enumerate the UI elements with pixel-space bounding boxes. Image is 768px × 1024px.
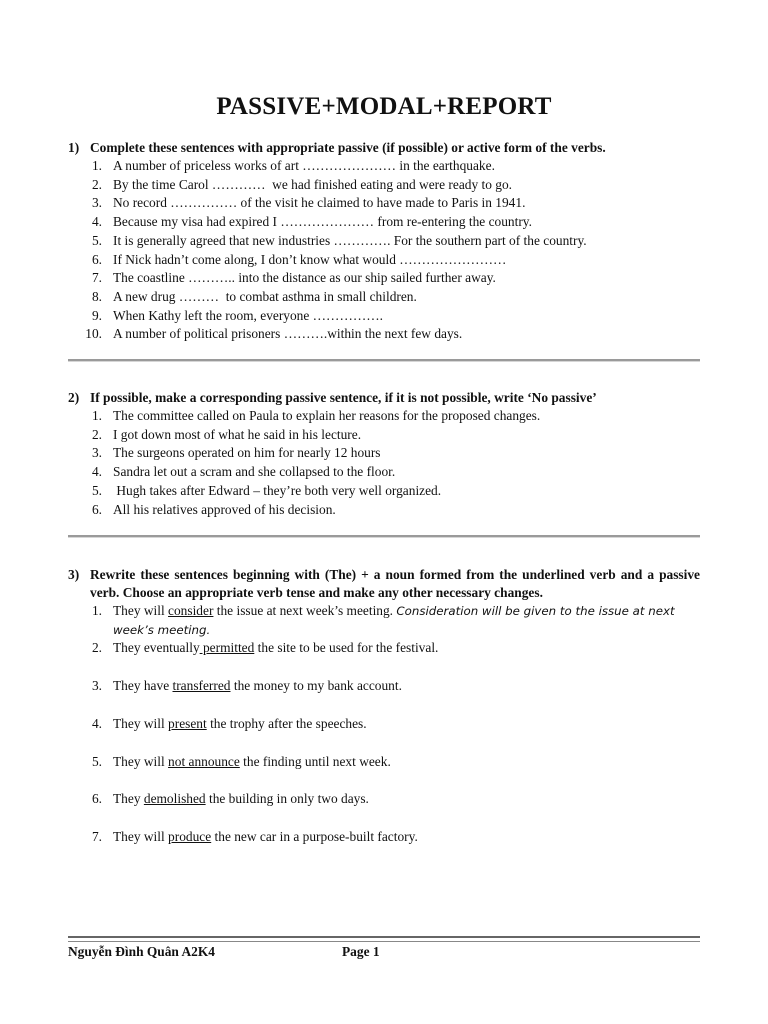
list-item xyxy=(68,157,700,176)
sentence-end: the building in only two days. xyxy=(205,791,369,807)
underlined-verb: present xyxy=(168,715,207,731)
section-2-heading xyxy=(68,389,700,407)
page-title: PASSIVE+MODAL+REPORT xyxy=(216,93,552,120)
item-number: 3. xyxy=(91,195,102,211)
list-item xyxy=(68,753,700,772)
sentence-end: the issue at next week’s meeting. xyxy=(213,603,397,618)
exercise-list xyxy=(68,407,700,519)
section-instruction: Complete these sentences with appropriate passive (if possible) or active form of the verbs. xyxy=(90,140,606,155)
section-divider xyxy=(68,535,700,538)
item-sentence: The committee called on Paula to explain her reasons for the proposed changes. xyxy=(113,408,541,423)
list-item xyxy=(68,213,700,232)
item-number: 9. xyxy=(91,307,102,323)
section-1 xyxy=(68,139,700,344)
list-item xyxy=(68,828,700,847)
underlined-verb: not announce xyxy=(168,753,240,769)
underlined-verb: produce xyxy=(168,828,212,844)
underlined-verb: permitted xyxy=(199,640,255,656)
footer-author: Nguyễn Đình Quân A2K4 xyxy=(68,944,215,959)
item-number: 3. xyxy=(91,445,102,461)
item-sentence xyxy=(113,828,700,847)
item-number: 5. xyxy=(91,232,102,248)
list-item xyxy=(68,194,700,213)
section-divider xyxy=(68,359,700,362)
example-answer: Consideration will be given to the issue at next week’s meeting. xyxy=(113,604,679,637)
sentence-start: They will xyxy=(113,715,169,731)
list-item xyxy=(68,444,700,463)
list-item xyxy=(68,426,700,445)
underlined-verb: transferred xyxy=(172,678,231,694)
item-sentence xyxy=(113,715,700,734)
item-sentence: All his relatives approved of his decision. xyxy=(113,501,336,517)
list-item xyxy=(68,176,700,195)
sentence-end: the trophy after the speeches. xyxy=(206,715,367,731)
item-number: 7. xyxy=(91,270,102,286)
item-sentence: No record …………… of the visit he claimed to have made to Paris in 1941. xyxy=(113,195,526,211)
list-item xyxy=(68,639,700,658)
list-item xyxy=(68,407,700,426)
list-item xyxy=(68,790,700,809)
list-item xyxy=(68,501,700,520)
underlined-verb: demolished xyxy=(143,791,206,807)
item-number: 4. xyxy=(91,715,102,731)
footer-rule xyxy=(68,941,700,942)
list-item xyxy=(68,602,700,639)
section-2 xyxy=(68,389,700,519)
list-item xyxy=(68,232,700,251)
item-number: 5. xyxy=(91,482,102,498)
item-number: 7. xyxy=(91,828,102,844)
item-sentence xyxy=(113,677,700,696)
item-number: 4. xyxy=(91,214,102,230)
item-number: 5. xyxy=(91,753,102,769)
item-sentence: Because my visa had expired I ………………… from re-entering the country. xyxy=(113,214,532,230)
item-sentence xyxy=(113,602,700,639)
item-number: 10. xyxy=(85,326,102,342)
section-3 xyxy=(68,566,700,847)
section-number: 3) xyxy=(68,567,80,582)
item-sentence: I got down most of what he said in his lecture. xyxy=(113,426,362,442)
section-number: 2) xyxy=(68,390,80,405)
section-1-heading xyxy=(68,139,700,157)
sentence-end: the site to be used for the festival. xyxy=(254,640,439,656)
item-sentence: Hugh takes after Edward – they’re both very well organized. xyxy=(113,482,442,498)
sentence-start: They eventually xyxy=(113,640,200,656)
item-sentence: A number of political prisoners ……….within the next few days. xyxy=(113,326,463,342)
item-number: 1. xyxy=(91,603,102,618)
item-number: 1. xyxy=(91,408,102,423)
item-sentence: By the time Carol ………… we had finished eating and were ready to go. xyxy=(113,176,513,192)
list-item xyxy=(68,677,700,696)
item-number: 3. xyxy=(91,678,102,694)
list-item xyxy=(68,325,700,344)
item-sentence xyxy=(113,790,700,809)
sentence-start: They have xyxy=(113,678,173,694)
list-item xyxy=(68,482,700,501)
sentence-end: the finding until next week. xyxy=(239,753,391,769)
item-number: 8. xyxy=(91,288,102,304)
item-number: 2. xyxy=(91,426,102,442)
item-number: 6. xyxy=(91,501,102,517)
sentence-end: the new car in a purpose-built factory. xyxy=(211,828,418,844)
item-number: 4. xyxy=(91,464,102,480)
footer-rule xyxy=(68,936,700,938)
section-number: 1) xyxy=(68,140,80,155)
sentence-start: They xyxy=(113,791,144,807)
item-sentence: When Kathy left the room, everyone ……………. xyxy=(113,307,383,323)
item-sentence: The coastline ……….. into the distance as our ship sailed further away. xyxy=(113,270,496,286)
list-item xyxy=(68,307,700,326)
item-sentence: A number of priceless works of art ………………… in the earthquake. xyxy=(113,158,495,173)
underlined-verb: consider xyxy=(168,603,214,618)
list-item xyxy=(68,251,700,270)
list-item xyxy=(68,463,700,482)
item-number: 6. xyxy=(91,791,102,807)
item-sentence xyxy=(113,639,700,658)
section-3-heading xyxy=(68,566,700,602)
list-item xyxy=(68,715,700,734)
section-instruction: If possible, make a corresponding passive sentence, if it is not possible, write ‘No passive’ xyxy=(90,390,597,405)
list-item xyxy=(68,288,700,307)
item-number: 6. xyxy=(91,251,102,267)
exercise-list xyxy=(68,602,700,847)
item-sentence: If Nick hadn’t come along, I don’t know what would …………………… xyxy=(113,251,507,267)
sentence-start: They will xyxy=(113,603,169,618)
item-sentence xyxy=(113,753,700,772)
item-number: 2. xyxy=(91,176,102,192)
list-item xyxy=(68,269,700,288)
item-sentence: The surgeons operated on him for nearly 12 hours xyxy=(113,445,381,461)
exercise-list xyxy=(68,157,700,344)
sentence-end: the money to my bank account. xyxy=(230,678,402,694)
section-instruction: Rewrite these sentences beginning with (The) + a noun formed from the underlined verb and a passive verb. Choose an appropriate verb tense and make any other necessary changes. xyxy=(90,567,700,600)
footer-page-number: Page 1 xyxy=(342,944,380,959)
item-sentence: Sandra let out a scram and she collapsed to the floor. xyxy=(113,464,396,480)
sentence-start: They will xyxy=(113,753,169,769)
item-number: 1. xyxy=(91,158,102,173)
item-number: 2. xyxy=(91,640,102,656)
item-sentence: A new drug ……… to combat asthma in small children. xyxy=(113,288,417,304)
sentence-start: They will xyxy=(113,828,169,844)
item-sentence: It is generally agreed that new industries …………. For the southern part of the country. xyxy=(113,232,587,248)
